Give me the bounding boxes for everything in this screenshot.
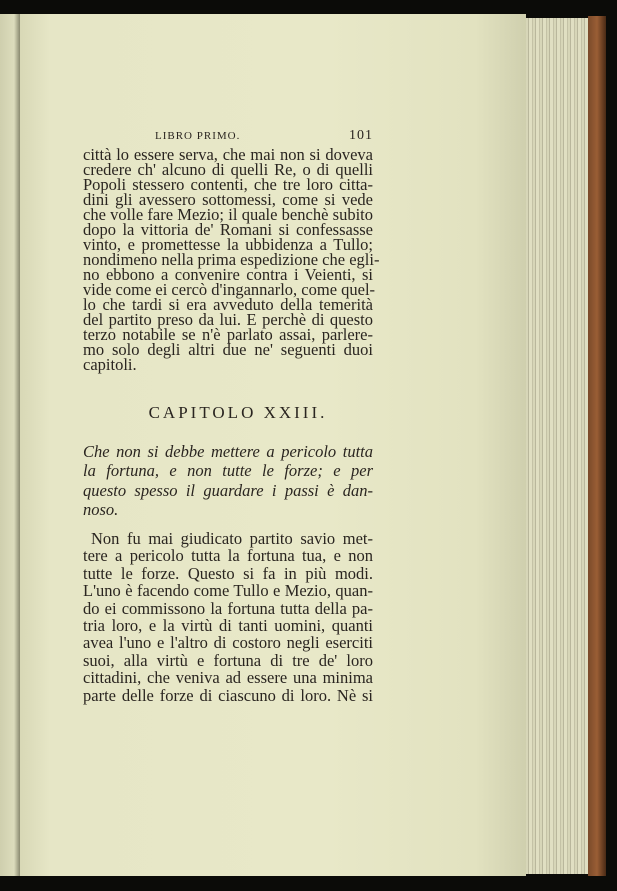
text-line: mo solo degli altri due ne' seguenti duoi [83,340,373,359]
text-line: do ei commissono la fortuna tutta della pa- [83,598,373,618]
page-edges [526,18,590,874]
page-number: 101 [349,128,373,143]
text-line: vinto, e promettesse la ubbidenza a Tullo; [83,235,373,254]
facing-page-edge [0,14,20,876]
book-cover-edge [588,16,606,876]
text-line: tria loro, e la virtù di tanti uomini, quanti [83,615,373,635]
text-line: parte delle forze di ciascuno di loro. Nè si [83,685,373,705]
text-line: dini gli avessero sottomessi, come si vede [83,190,373,209]
paragraph-2 [83,530,373,704]
text-line: L'uno è facendo come Tullo e Mezio, quan- [83,581,373,601]
text-line: dopo la vittoria de' Romani si confessasse [83,220,373,239]
text-line: suoi, alla virtù e fortuna di tre de' loro [83,650,373,670]
text-line: credere ch' alcuno di quelli Re, o di quelli [83,160,373,179]
text-line: città lo essere serva, che mai non si doveva [83,145,373,164]
text-line: la fortuna, e non tutte le forze; e per [83,461,373,481]
text-line: del partito preso da lui. E perchè di questo [83,310,373,329]
text-line: tere a pericolo tutta la fortuna tua, e non [83,546,373,566]
text-line: vide come ei cercò d'ingannarlo, come quel- [83,280,376,299]
text-line: Popoli stessero contenti, che tre loro citta- [83,175,373,194]
text-line: nondimeno nella prima espedizione che egli- [83,250,380,269]
paragraph-1 [83,145,380,374]
text-line: Non fu mai giudicato partito savio met- [91,529,373,548]
text-line: tutte le forze. Questo si fa in più modi. [83,563,373,583]
text-line: noso. [83,499,119,519]
text-line: Che non si debbe mettere a pericolo tutta [83,442,373,461]
text-line: lo che tardi si era avveduto della temerità [83,295,373,314]
running-head: LIBRO PRIMO. [155,130,241,142]
text-line: avea l'uno e l'altro di costoro negli eserciti [83,633,373,653]
text-line: che volle fare Mezio; il quale benchè subito [83,205,373,224]
chapter-title: CAPITOLO XXIII. [148,403,328,422]
chapter-summary [83,442,373,519]
text-line: no ebbono a convenire contra i Veienti, si [83,265,373,284]
running-header [155,130,373,142]
text-line: terzo notabile se n'è parlato assai, parlere- [83,325,373,344]
text-line: capitoli. [83,355,137,374]
text-line: cittadini, che veniva ad essere una minima [83,668,373,688]
text-line: questo spesso il guardare i passi è dan- [83,480,373,500]
